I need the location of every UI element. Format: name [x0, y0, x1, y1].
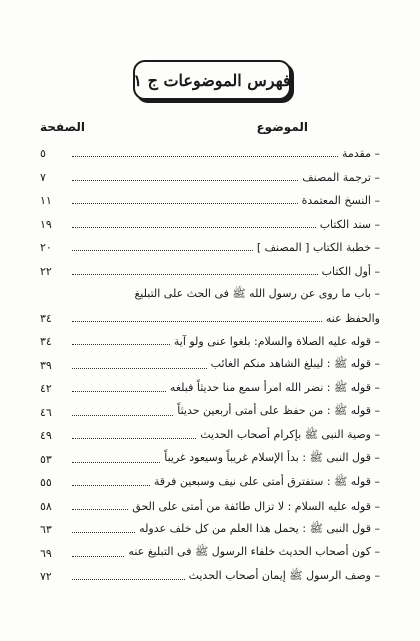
toc-entry-topic: – قوله عليه الصلاة والسلام: بلغوا عنى ولو آية	[173, 335, 380, 349]
toc-entry[interactable]	[40, 260, 380, 284]
dot-leader	[72, 250, 253, 251]
toc-entry-topic: – وصف الرسول ﷺ إيمان أصحاب الحديث	[188, 568, 380, 582]
dot-leader	[72, 203, 298, 204]
toc-title-box	[133, 60, 291, 100]
dot-leader	[72, 321, 322, 322]
toc-entry[interactable]	[40, 401, 380, 425]
toc-entry-topic: – كون أصحاب الحديث خلفاء الرسول ﷺ فى التبليغ عنه	[128, 545, 380, 559]
toc-entry-page: ٤٦	[40, 405, 52, 419]
toc-entry[interactable]	[40, 542, 380, 566]
dot-leader	[72, 368, 207, 369]
toc-entry-page: ٥	[40, 147, 46, 161]
toc-entry-topic: – خطبة الكتاب [ المصنف ]	[256, 241, 380, 255]
toc-entry-page: ٤٢	[40, 382, 52, 396]
toc-entry-topic: – ترجمة المصنف	[302, 170, 380, 184]
toc-entry-topic: – قوله عليه السلام : لا تزال طائفة من أمتى على الحق	[132, 499, 380, 513]
dot-leader	[72, 579, 185, 580]
toc-entry-page: ٣٤	[40, 311, 52, 325]
toc-entry[interactable]	[40, 354, 380, 378]
toc-entry-topic: – باب ما روى عن رسول الله ﷺ فى الحث على التبليغ	[134, 286, 380, 300]
dot-leader	[72, 227, 316, 228]
toc-entry-topic: – قول النبى ﷺ : بدأ الإسلام غريباً وسيعود غريباً	[164, 451, 380, 465]
toc-entry-topic: – قول النبى ﷺ : يحمل هذا العلم من كل خلف عدوله	[139, 521, 380, 535]
toc-entry-topic: – مقدمة	[341, 147, 380, 161]
toc-entry[interactable]	[40, 142, 380, 166]
toc-entry[interactable]	[40, 424, 380, 448]
page-column-header: الصفحة	[40, 120, 86, 134]
toc-entry-topic: – النسخ المعتمدة	[301, 194, 380, 208]
dot-leader	[72, 415, 173, 416]
toc-entry-topic: والحفظ عنه	[325, 311, 380, 325]
toc-entry-page: ٥٥	[40, 476, 52, 490]
toc-entry-topic: – قوله ﷺ : نضر الله امرأ سمع منا حديثاً فبلغه	[169, 380, 380, 394]
toc-entry[interactable]	[40, 330, 380, 354]
toc-entry[interactable]	[40, 307, 380, 331]
toc-entry[interactable]	[40, 448, 380, 472]
toc-entry[interactable]	[40, 213, 380, 237]
toc-entry[interactable]	[40, 495, 380, 519]
toc-entry[interactable]	[40, 565, 380, 589]
toc-entry-page: ٦٣	[40, 523, 52, 537]
toc-entry[interactable]	[40, 377, 380, 401]
dot-leader	[72, 344, 170, 345]
toc-entry-page: ٦٩	[40, 546, 52, 560]
dot-leader	[72, 532, 135, 533]
dot-leader	[72, 156, 338, 157]
toc-entry-page: ٤٩	[40, 429, 52, 443]
toc-entry-topic: – قوله ﷺ : ستفترق أمتى على نيف وسبعين فرقة	[153, 474, 380, 488]
dot-leader	[72, 391, 166, 392]
toc-entry-page: ٢٠	[40, 241, 52, 255]
toc-entry[interactable]	[40, 236, 380, 260]
toc-entry-page: ٣٤	[40, 335, 52, 349]
dot-leader	[72, 180, 298, 181]
dot-leader	[72, 438, 196, 439]
toc-entry-page: ٥٨	[40, 499, 52, 513]
toc-entry-page: ٢٢	[40, 264, 52, 278]
toc-entry-topic: – قوله ﷺ : ليبلغ الشاهد منكم الغائب	[210, 357, 380, 371]
toc-entry-topic: – وصية النبى ﷺ بإكرام أصحاب الحديث	[200, 427, 380, 441]
dot-leader	[72, 485, 150, 486]
toc-entry[interactable]	[40, 283, 380, 307]
toc-entry-topic: – سند الكتاب	[319, 217, 380, 231]
dot-leader	[72, 509, 128, 510]
toc-title: فهرس الموضوعات ج ١	[133, 70, 291, 90]
toc-entry[interactable]	[40, 471, 380, 495]
toc-entry[interactable]	[40, 518, 380, 542]
toc-entry-page: ٣٩	[40, 358, 52, 372]
toc-entry-page: ١٩	[40, 217, 52, 231]
toc-entry-page: ١١	[40, 194, 52, 208]
toc-entry[interactable]	[40, 189, 380, 213]
dot-leader	[72, 556, 124, 557]
toc-entry-page: ٥٣	[40, 452, 52, 466]
toc-entry-page: ٧	[40, 170, 46, 184]
toc-entry-page: ٧٢	[40, 570, 52, 584]
toc-entry[interactable]	[40, 166, 380, 190]
dot-leader	[72, 274, 318, 275]
toc-entry-topic: – قوله ﷺ : من حفظ على أمتى أربعين حديثاً	[177, 404, 380, 418]
topic-column-header: الموضوع	[256, 120, 308, 134]
toc-entry-topic: – أول الكتاب	[321, 264, 380, 278]
toc-list	[40, 142, 380, 589]
dot-leader	[72, 462, 160, 463]
